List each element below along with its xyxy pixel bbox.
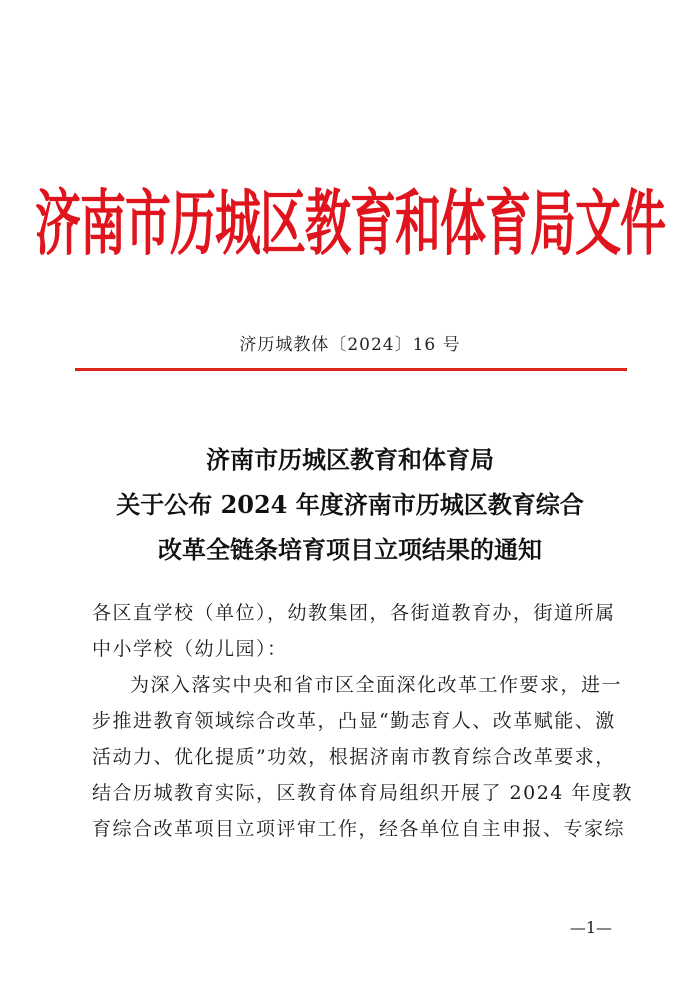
paragraph-line-1: 为深入落实中央和省市区全面深化改革工作要求，进一 [130,674,623,696]
addressee-line-2: 中小学校（幼儿园）： [92,638,288,660]
issuer-masthead: 济南市历城区教育和体育局文件 [35,181,665,265]
paragraph-line-4: 结合历城教育实际，区教育体育局组织开展了 2024 年度教 [92,782,633,804]
title-line-3: 改革全链条培育项目立项结果的通知 [158,535,542,564]
paragraph-line-3: 活动力、优化提质”功效，根据济南市教育综合改革要求， [92,746,616,768]
title-line-2: 关于公布 2024 年度济南市历城区教育综合 [116,490,584,519]
page-number: —1— [569,918,612,937]
paragraph-line-2: 步推进教育领域综合改革，凸显“勤志育人、改革赋能、激 [92,710,616,732]
addressee-line-1: 各区直学校（单位），幼教集团，各街道教育办，街道所属 [92,602,616,624]
document-number: 济历城教体〔2024〕16 号 [239,335,461,355]
title-line-1: 济南市历城区教育和体育局 [206,445,494,474]
paragraph-line-5: 育综合改革项目立项评审工作，经各单位自主申报、专家综 [92,818,626,840]
red-separator-line [75,368,627,371]
